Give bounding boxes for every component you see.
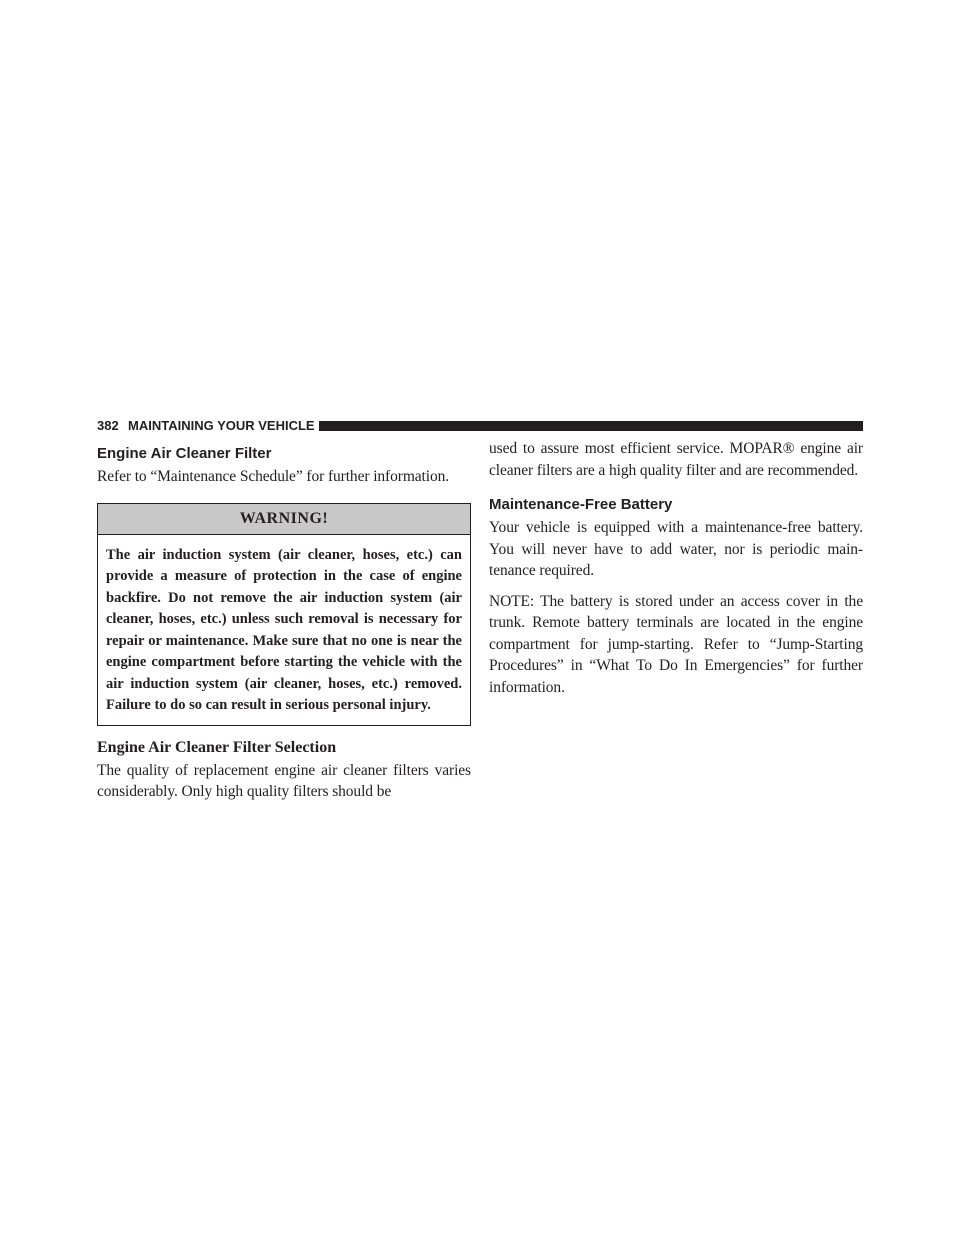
heading-maintenance-free-battery: Maintenance-Free Battery [489, 496, 673, 513]
page-header [97, 418, 863, 434]
paragraph-filter-quality: The quality of replacement engine air cleaner filters varies considerably. Only high quality filters should be [97, 761, 471, 800]
note-text: The battery is stored under an access cover in the trunk. Remote battery terminals are located in the engine compartment for jump-starting. Refer to “Jump-Starting Procedures” in “What To Do In Emergencies” for further information. [489, 592, 863, 696]
paragraph-mopar-filters: used to assure most efficient service. MOPAR® engine air cleaner filters are a high quality filter and are recommended. [489, 440, 863, 479]
note-label: NOTE: [489, 592, 535, 610]
warning-box [97, 503, 471, 726]
note-paragraph [489, 591, 863, 699]
heading-engine-air-cleaner-filter: Engine Air Cleaner Filter [97, 445, 272, 462]
warning-body: The air induction system (air cleaner, hoses, etc.) can provide a measure of protection in the case of engine backfire. Do not remove the air induction system (air cleaner, hoses, etc.) unless such removal is necessary for repair or maintenance. Make sure that no one is near the engine compartment before starting the vehicle with the air induction system (air cleaner, hoses, etc.) removed. Failure to do so can result in serious personal injury. [106, 546, 462, 713]
page-number: 382 [97, 418, 119, 433]
warning-title: WARNING! [98, 504, 470, 535]
paragraph-battery: Your vehicle is equipped with a maintenance-free battery. You will never have to add water, nor is periodic main-tenance required. [489, 519, 863, 579]
left-column [97, 438, 471, 803]
header-rule [319, 421, 863, 431]
right-column [489, 438, 863, 698]
section-title: MAINTAINING YOUR VEHICLE [128, 418, 315, 433]
paragraph-refer-schedule: Refer to “Maintenance Schedule” for further information. [97, 468, 450, 485]
heading-filter-selection: Engine Air Cleaner Filter Selection [97, 738, 337, 756]
